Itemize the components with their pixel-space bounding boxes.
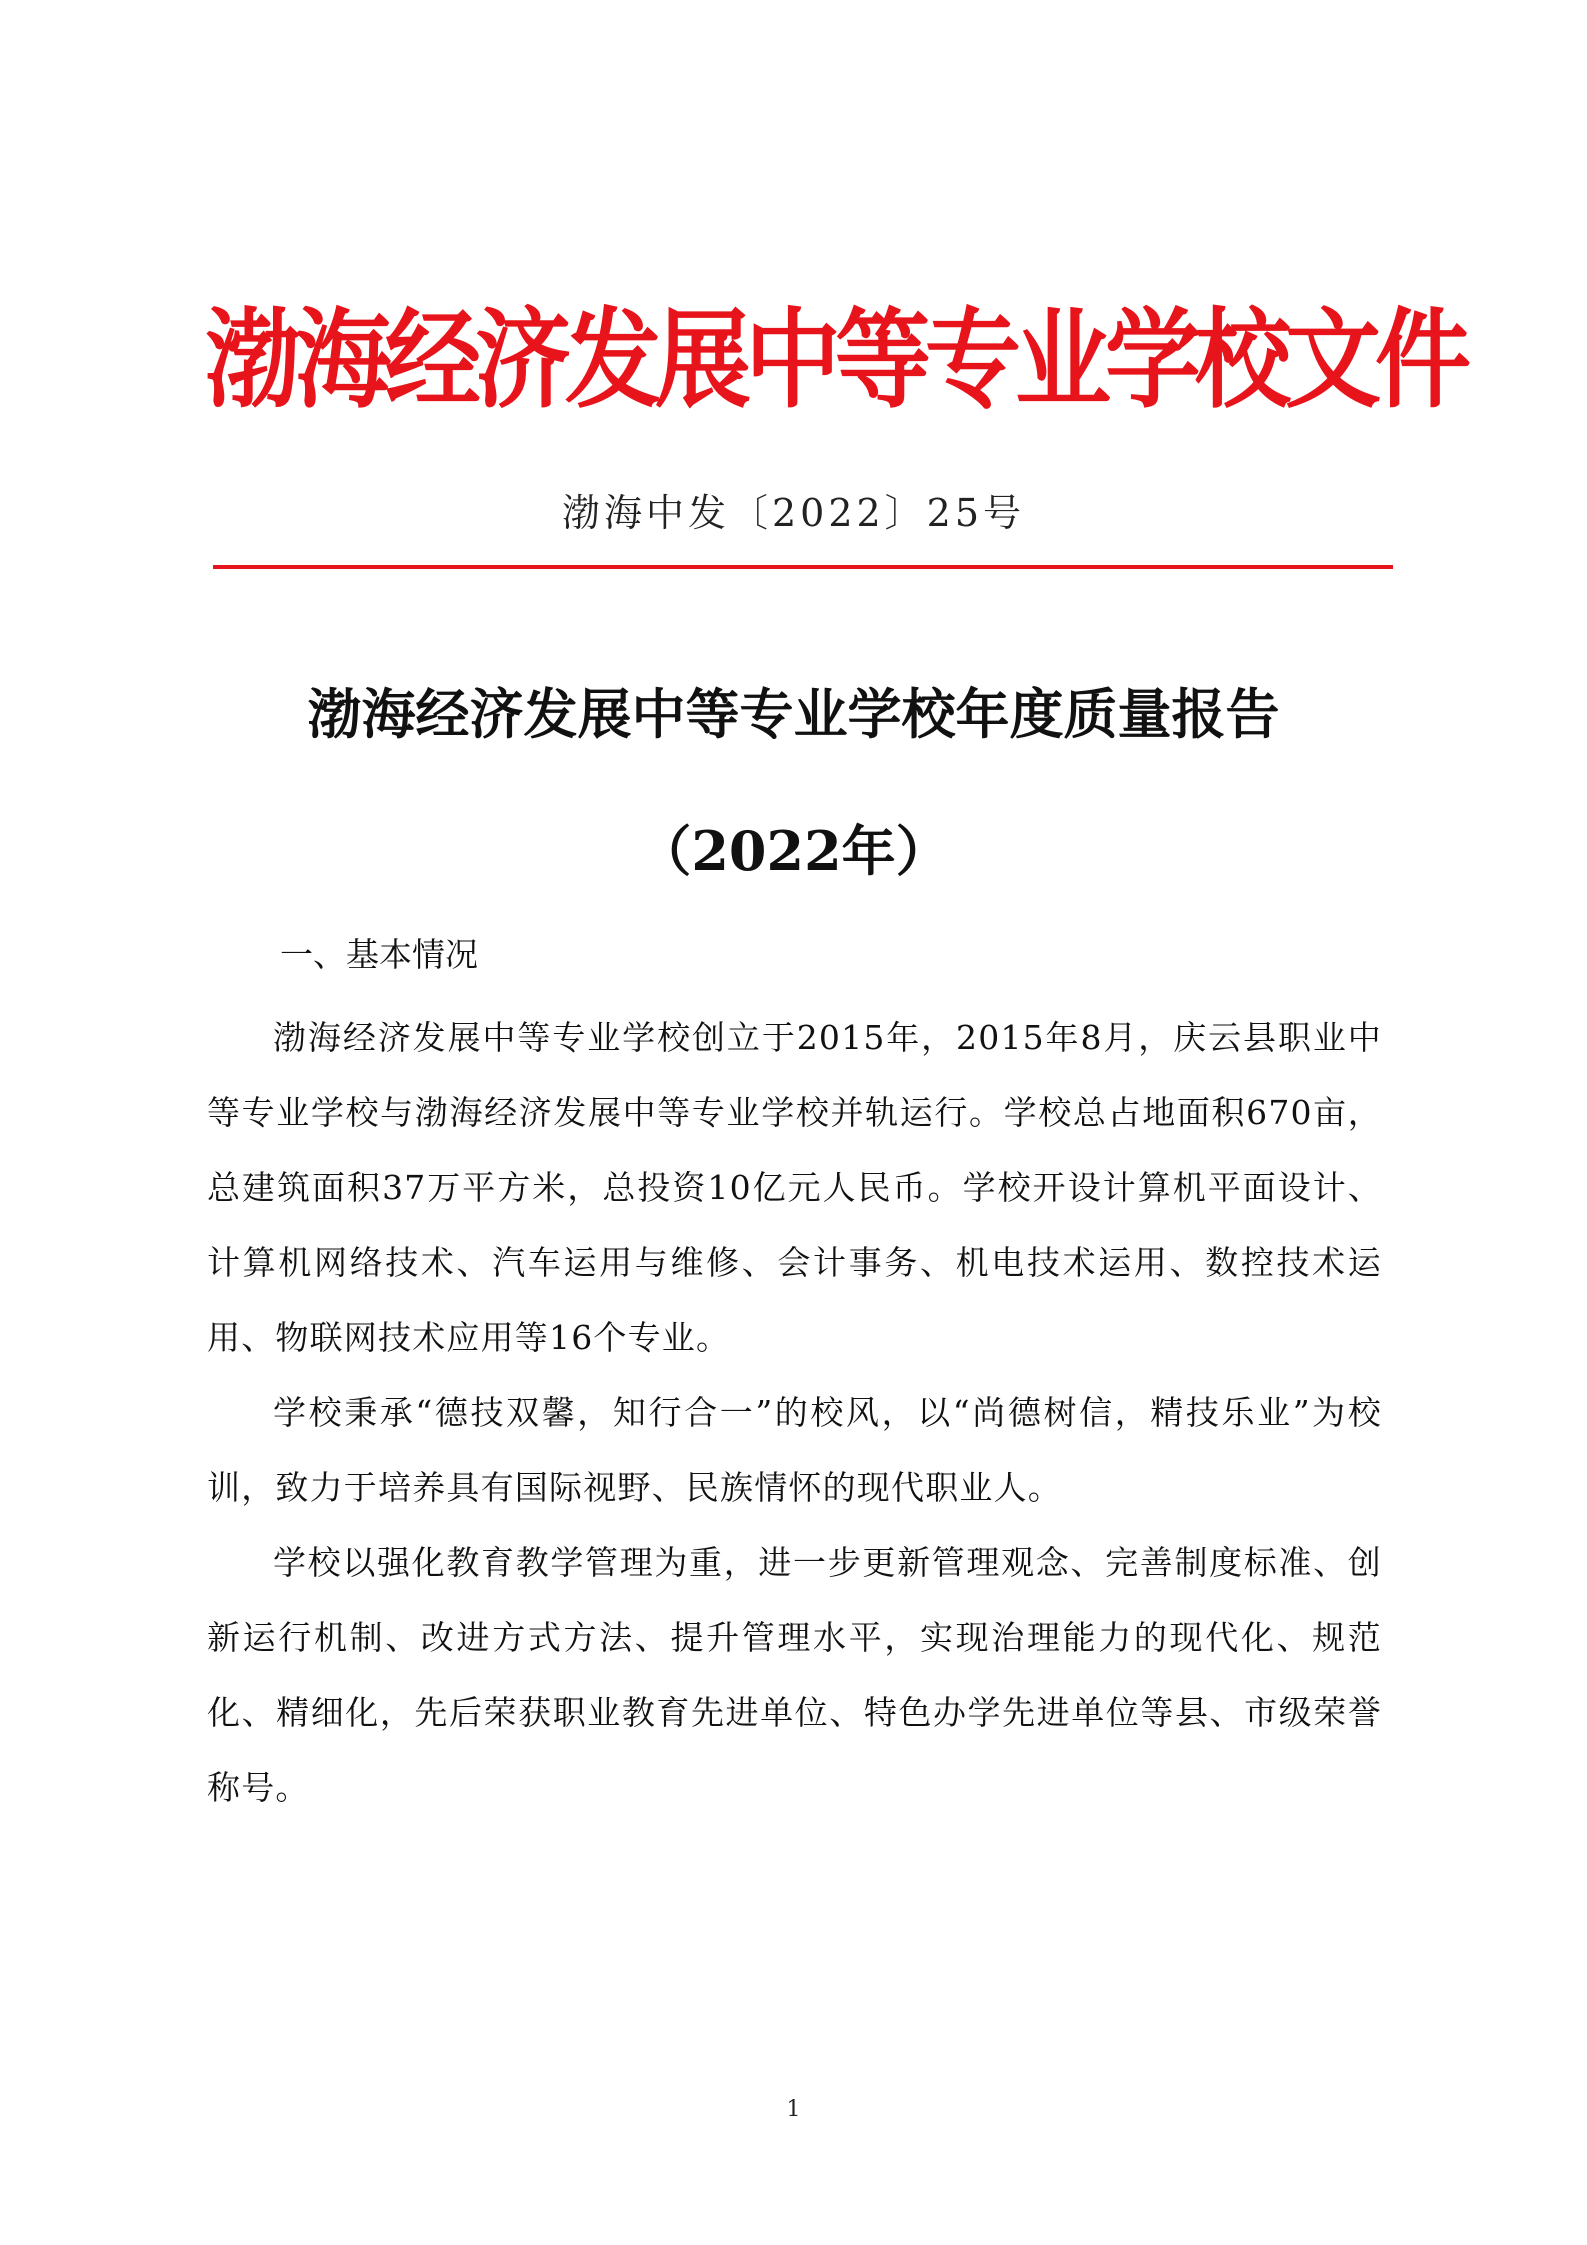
- body-paragraph: 渤海经济发展中等专业学校创立于2015年，2015年8月，庆云县职业中等专业学校与渤海经济发展中等专业学校并轨运行。学校总占地面积670亩，总建筑面积37万平方米，总投资10亿元人民币。学校开设计算机平面设计、计算机网络技术、汽车运用与维修、会计事务、机电技术运用、数控技术运用、物联网技术应用等16个专业。: [207, 1018, 1382, 1357]
- body-paragraph: 学校秉承“德技双馨，知行合一”的校风，以“尚德树信，精技乐业”为校训，致力于培养具有国际视野、民族情怀的现代职业人。: [207, 1393, 1382, 1507]
- section-body: [207, 1000, 1382, 1825]
- report-year: （2022年）: [637, 819, 950, 883]
- body-paragraph: 学校以强化教育教学管理为重，进一步更新管理观念、完善制度标准、创新运行机制、改进方式方法、提升管理水平，实现治理能力的现代化、规范化、精细化，先后荣获职业教育先进单位、特色办学先进单位等县、市级荣誉称号。: [207, 1543, 1382, 1807]
- document-red-header-title: 渤海经济发展中等专业学校文件: [205, 297, 1465, 423]
- page-number: 1: [786, 2097, 801, 2122]
- section-heading: 一、基本情况: [280, 935, 478, 974]
- report-title: 渤海经济发展中等专业学校年度质量报告: [307, 682, 1280, 746]
- document-number: 渤海中发〔2022〕25号: [561, 491, 1026, 535]
- red-divider-line: [213, 565, 1393, 569]
